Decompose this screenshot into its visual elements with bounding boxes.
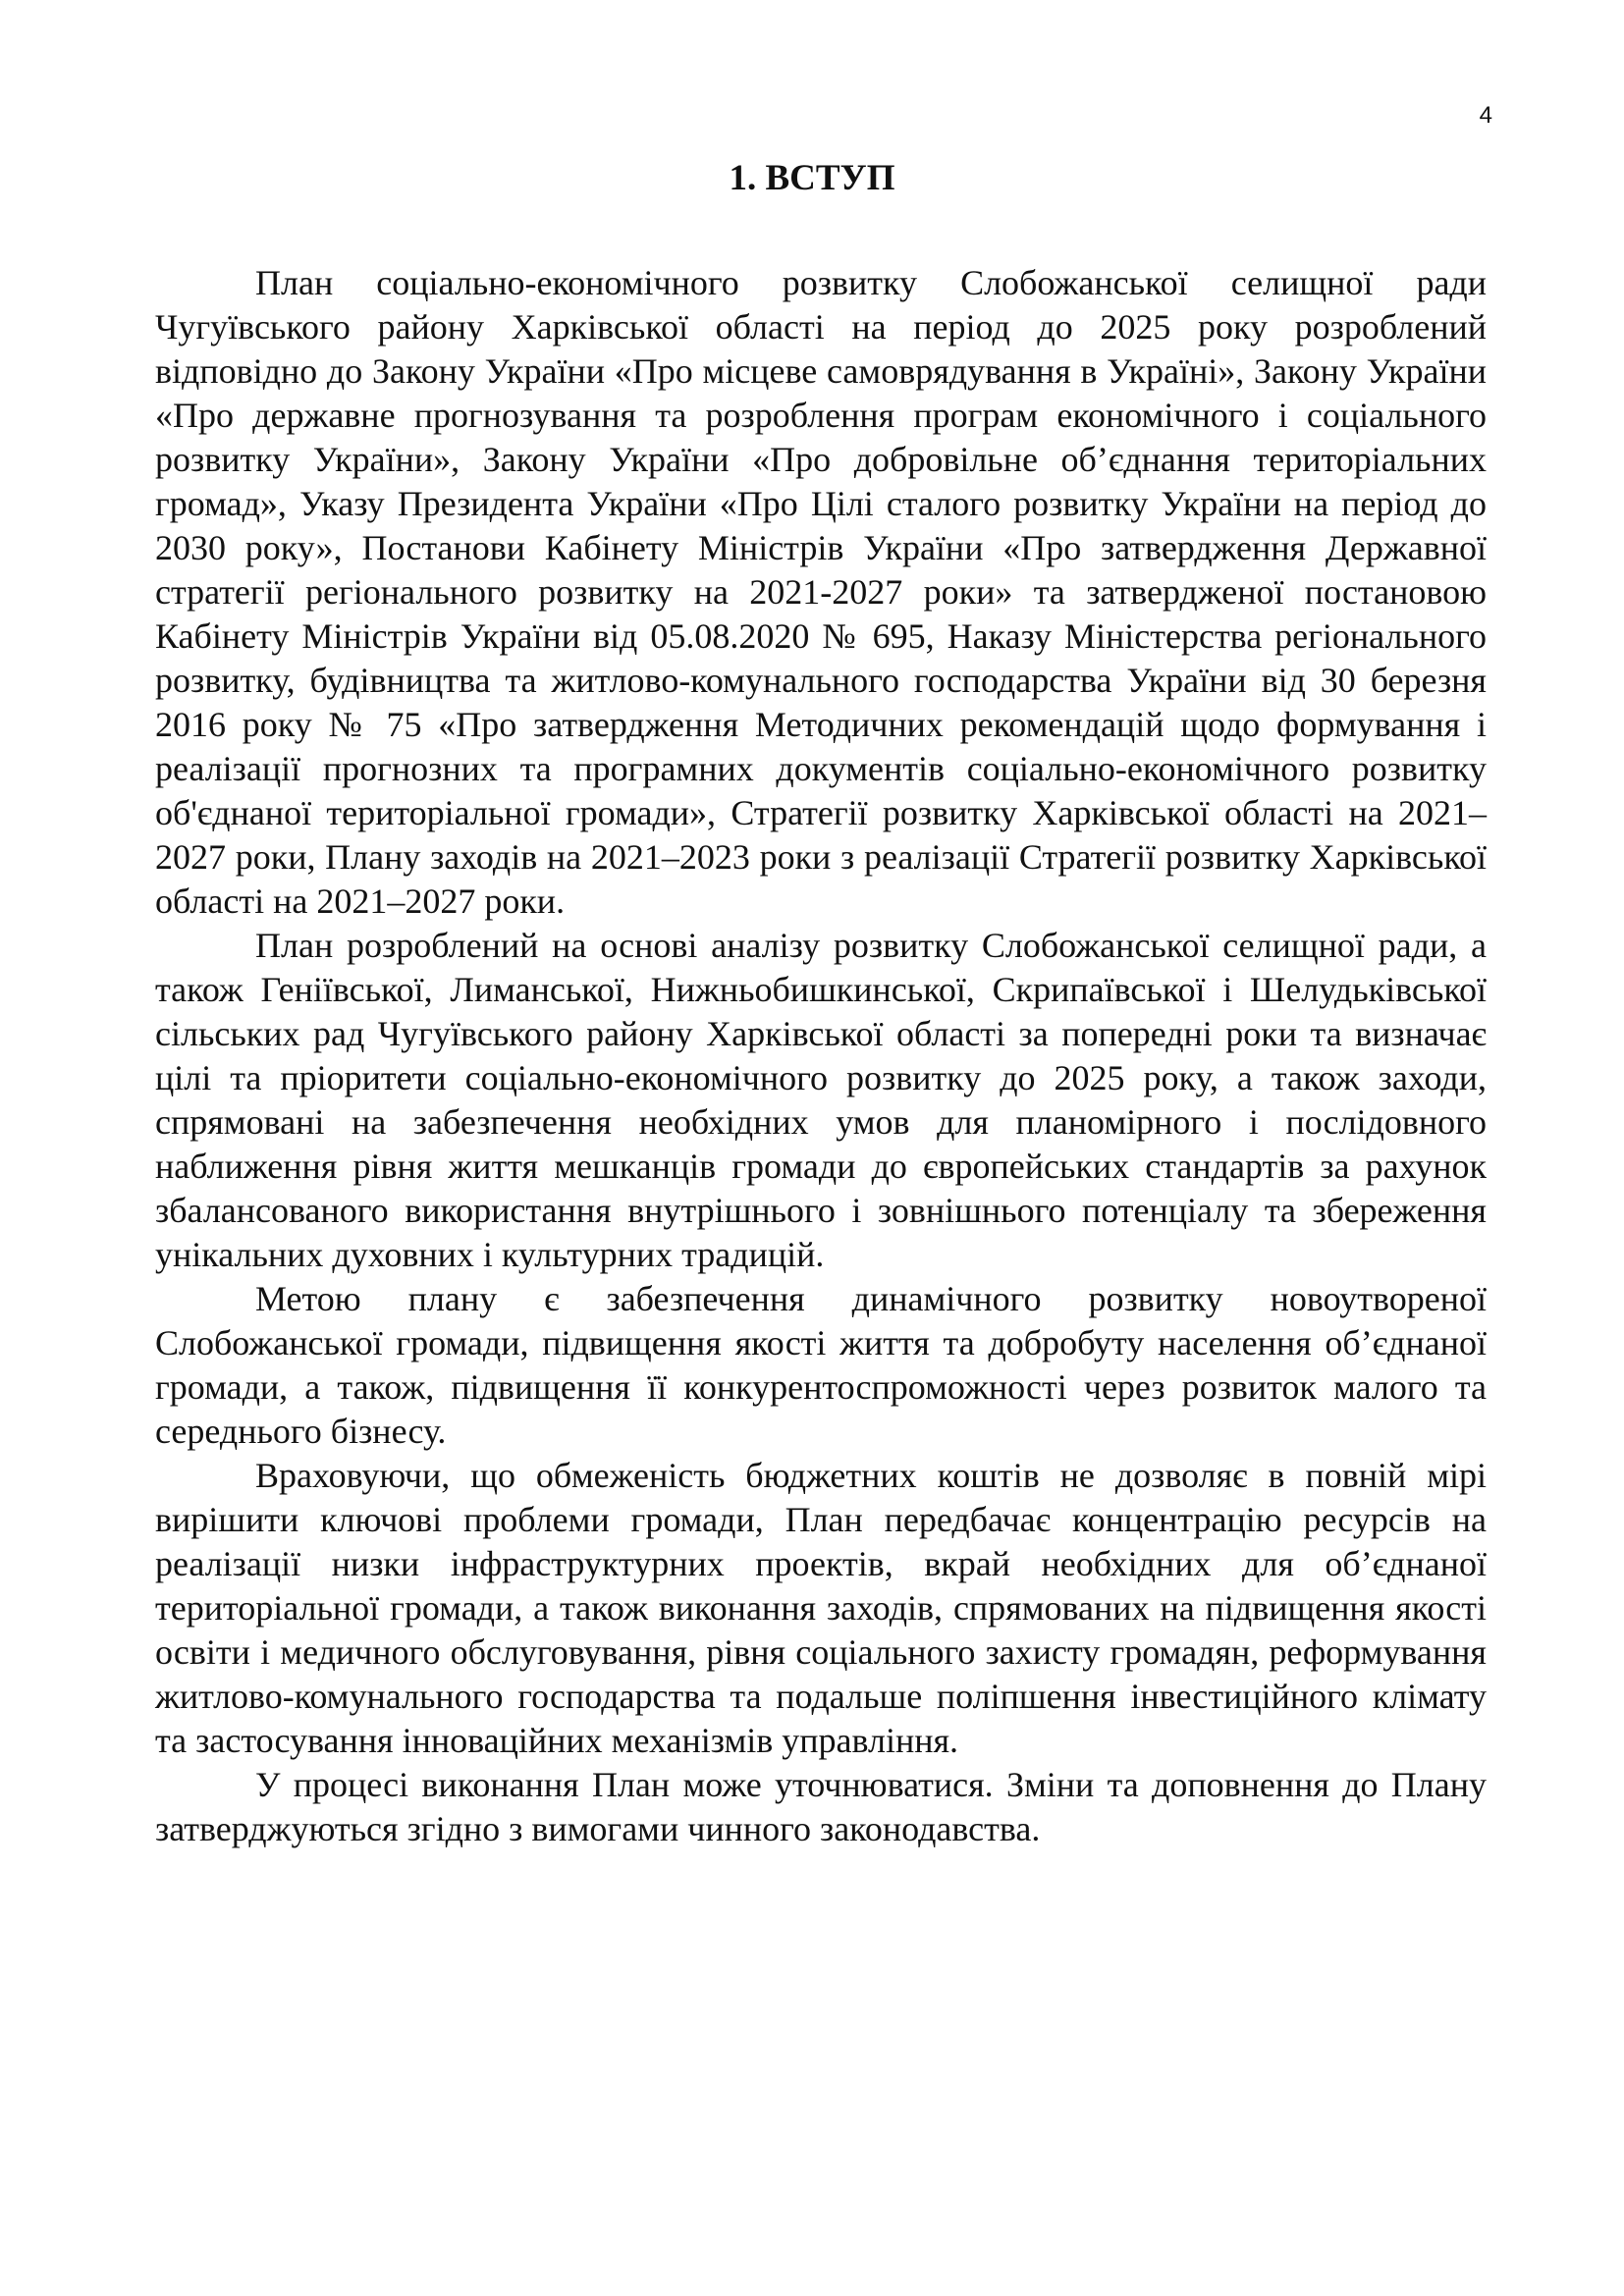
paragraph-analysis: План розроблений на основі аналізу розвитку Слобожанської селищної ради, а також Геніївської, Лиманської, Нижньобишкинської, Скрипаївської і Шелудьківської сільських рад Чугуївського району Харківської області за попередні роки та визначає цілі та пріоритети соціально-економічного розвитку до 2025 року, а також заходи, спрямовані на забезпечення необхідних умов для планомірного і послідовного наближення рівня життя мешканців громади до європейських стандартів за рахунок збалансованого використання внутрішнього і зовнішнього потенціалу та збереження унікальних духовних і культурних традицій. (155, 926, 1487, 1274)
paragraph-amendments: У процесі виконання План може уточнюватися. Зміни та доповнення до Плану затверджуються згідно з вимогами чинного законодавства. (155, 1765, 1487, 1848)
paragraph-legal-basis: План соціально-економічного розвитку Слобожанської селищної ради Чугуївського району Харківської області на період до 2025 року розроблений відповідно до Закону України «Про місцеве самоврядування в Україні», Закону України «Про державне прогнозування та розроблення програм економічного і соціального розвитку України», Закону України «Про добровільне об’єднання територіальних громад», Указу Президента України «Про Цілі сталого розвитку України на період до 2030 року», Постанови Кабінету Міністрів України «Про затвердження Державної стратегії регіонального розвитку на 2021-2027 роки» та затвердженої постановою Кабінету Міністрів України від 05.08.2020 № 695, Наказу Міністерства регіонального розвитку, будівництва та житлово-комунального господарства України від 30 березня 2016 року № 75 «Про затвердження Методичних рекомендацій щодо формування і реалізації прогнозних та програмних документів соціально-економічного розвитку об'єднаної територіальної громади», Стратегії розвитку Харківської області на 2021–2027 роки, Плану заходів на 2021–2023 роки з реалізації Стратегії розвитку Харківської області на 2021–2027 роки. (155, 263, 1487, 921)
paragraph-goal: Метою плану є забезпечення динамічного розвитку новоутвореної Слобожанської громади, підвищення якості життя та добробуту населення об’єднаної громади, а також, підвищення її конкурентоспроможності через розвиток малого та середнього бізнесу. (155, 1279, 1487, 1451)
section-title: 1. ВСТУП (729, 158, 895, 198)
body-text (155, 261, 1487, 1851)
page-number: 4 (1479, 102, 1492, 129)
paragraph-priorities: Враховуючи, що обмеженість бюджетних коштів не дозволяє в повній мірі вирішити ключові проблеми громади, План передбачає концентрацію ресурсів на реалізації низки інфраструктурних проектів, вкрай необхідних для об’єднаної територіальної громади, а також виконання заходів, спрямованих на підвищення якості освіти і медичного обслуговування, рівня соціального захисту громадян, реформування житлово-комунального господарства та подальше поліпшення інвестиційного клімату та застосування інноваційних механізмів управління. (155, 1456, 1487, 1760)
